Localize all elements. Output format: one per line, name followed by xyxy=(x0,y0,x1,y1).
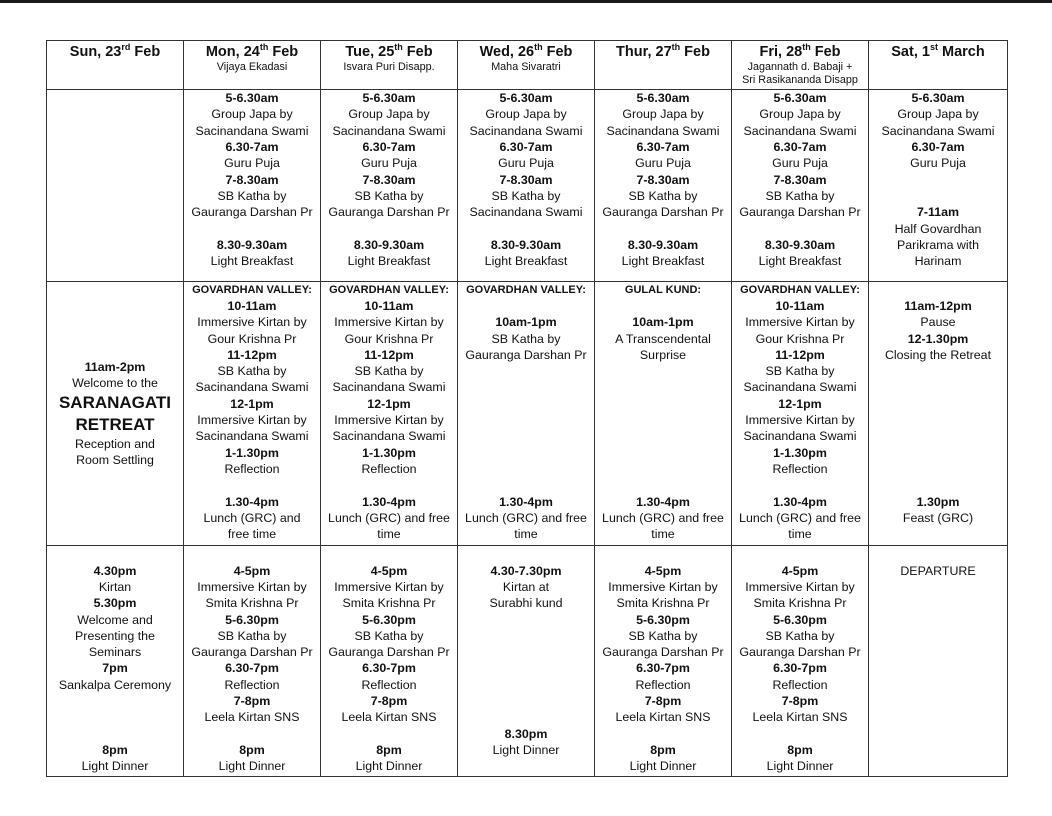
day-note: Isvara Puri Disapp. xyxy=(343,61,435,73)
wed-evening-cell: 4.30-7.30pm Kirtan at Surabhi kund 8.30pm Light Dinner xyxy=(458,546,595,777)
day-header-thu: Thur, 27th Feb xyxy=(595,41,732,90)
day-note: Vijaya Ekadasi xyxy=(216,61,288,73)
mon-evening-cell: 4-5pm Immersive Kirtan by Smita Krishna Pr 5-6.30pm SB Katha by Gauranga Darshan Pr 6.30-7pm Reflection 7-8pm Leela Kirtan SNS 8pm Light Dinner xyxy=(184,546,321,777)
wed-morning-cell: 5-6.30am Group Japa by Sacinandana Swami 6.30-7am Guru Puja 7-8.30am SB Katha by Sacinandana Swami 8.30-9.30am Light Breakfast xyxy=(458,90,595,282)
thu-midday-cell: GULAL KUND: 10am-1pm A Transcendental Surprise 1.30-4pm Lunch (GRC) and free time xyxy=(595,281,732,546)
thu-morning-cell: 5-6.30am Group Japa by Sacinandana Swami 6.30-7am Guru Puja 7-8.30am SB Katha by Gauranga Darshan Pr 8.30-9.30am Light Breakfast xyxy=(595,90,732,282)
fri-evening-cell: 4-5pm Immersive Kirtan by Smita Krishna Pr 5-6.30pm SB Katha by Gauranga Darshan Pr 6.30-7pm Reflection 7-8pm Leela Kirtan SNS 8pm Light Dinner xyxy=(732,546,869,777)
wed-midday-cell: GOVARDHAN VALLEY: 10am-1pm SB Katha by Gauranga Darshan Pr 1.30-4pm Lunch (GRC) and free time xyxy=(458,281,595,546)
day-header-wed: Wed, 26th Feb Maha Sivaratri xyxy=(458,41,595,90)
sun-midday-cell: 11am-2pm Welcome to the SARANAGATI RETREAT Reception and Room Settling xyxy=(47,281,184,546)
tue-evening-cell: 4-5pm Immersive Kirtan by Smita Krishna Pr 5-6.30pm SB Katha by Gauranga Darshan Pr 6.30-7pm Reflection 7-8pm Leela Kirtan SNS 8pm Light Dinner xyxy=(321,546,458,777)
day-header-fri: Fri, 28th Feb Jagannath d. Babaji + Sri Rasikananda Disapp xyxy=(732,41,869,90)
sat-morning-cell: 5-6.30am Group Japa by Sacinandana Swami 6.30-7am Guru Puja 7-11am Half Govardhan Parikrama with Harinam xyxy=(869,90,1008,282)
top-border-line xyxy=(0,0,1052,3)
day-header-sun: Sun, 23rd Feb xyxy=(47,41,184,90)
header-row xyxy=(47,41,1008,90)
thu-evening-cell: 4-5pm Immersive Kirtan by Smita Krishna Pr 5-6.30pm SB Katha by Gauranga Darshan Pr 6.30-7pm Reflection 7-8pm Leela Kirtan SNS 8pm Light Dinner xyxy=(595,546,732,777)
retreat-schedule-table xyxy=(46,40,1008,777)
midday-row xyxy=(47,281,1008,546)
day-note: Jagannath d. Babaji + xyxy=(747,61,853,73)
mon-morning-cell: 5-6.30am Group Japa by Sacinandana Swami 6.30-7am Guru Puja 7-8.30am SB Katha by Gauranga Darshan Pr 8.30-9.30am Light Breakfast xyxy=(184,90,321,282)
day-note: Maha Sivaratri xyxy=(491,61,561,73)
morning-row xyxy=(47,90,1008,282)
tue-morning-cell: 5-6.30am Group Japa by Sacinandana Swami 6.30-7am Guru Puja 7-8.30am SB Katha by Gauranga Darshan Pr 8.30-9.30am Light Breakfast xyxy=(321,90,458,282)
evening-row xyxy=(47,546,1008,777)
day-header-tue: Tue, 25th Feb Isvara Puri Disapp. xyxy=(321,41,458,90)
tue-midday-cell: GOVARDHAN VALLEY: 10-11am Immersive Kirtan by Gour Krishna Pr 11-12pm SB Katha by Sacinandana Swami 12-1pm Immersive Kirtan by Sacinandana Swami 1-1.30pm Reflection 1.30-4pm Lunch (GRC) and free time xyxy=(321,281,458,546)
day-header-mon: Mon, 24th Feb Vijaya Ekadasi xyxy=(184,41,321,90)
sun-evening-cell: 4.30pm Kirtan 5.30pm Welcome and Presenting the Seminars 7pm Sankalpa Ceremony 8pm Light Dinner xyxy=(47,546,184,777)
day-note-2: Sri Rasikananda Disapp xyxy=(742,74,858,86)
fri-morning-cell: 5-6.30am Group Japa by Sacinandana Swami 6.30-7am Guru Puja 7-8.30am SB Katha by Gauranga Darshan Pr 8.30-9.30am Light Breakfast xyxy=(732,90,869,282)
sat-midday-cell: 11am-12pm Pause 12-1.30pm Closing the Retreat 1.30pm Feast (GRC) xyxy=(869,281,1008,546)
mon-midday-cell: GOVARDHAN VALLEY: 10-11am Immersive Kirtan by Gour Krishna Pr 11-12pm SB Katha by Sacinandana Swami 12-1pm Immersive Kirtan by Sacinandana Swami 1-1.30pm Reflection 1.30-4pm Lunch (GRC) and free time xyxy=(184,281,321,546)
fri-midday-cell: GOVARDHAN VALLEY: 10-11am Immersive Kirtan by Gour Krishna Pr 11-12pm SB Katha by Sacinandana Swami 12-1pm Immersive Kirtan by Sacinandana Swami 1-1.30pm Reflection 1.30-4pm Lunch (GRC) and free time xyxy=(732,281,869,546)
day-header-sat: Sat, 1st March xyxy=(869,41,1008,90)
sat-evening-cell: DEPARTURE xyxy=(869,546,1008,777)
sun-morning-cell xyxy=(47,90,184,282)
